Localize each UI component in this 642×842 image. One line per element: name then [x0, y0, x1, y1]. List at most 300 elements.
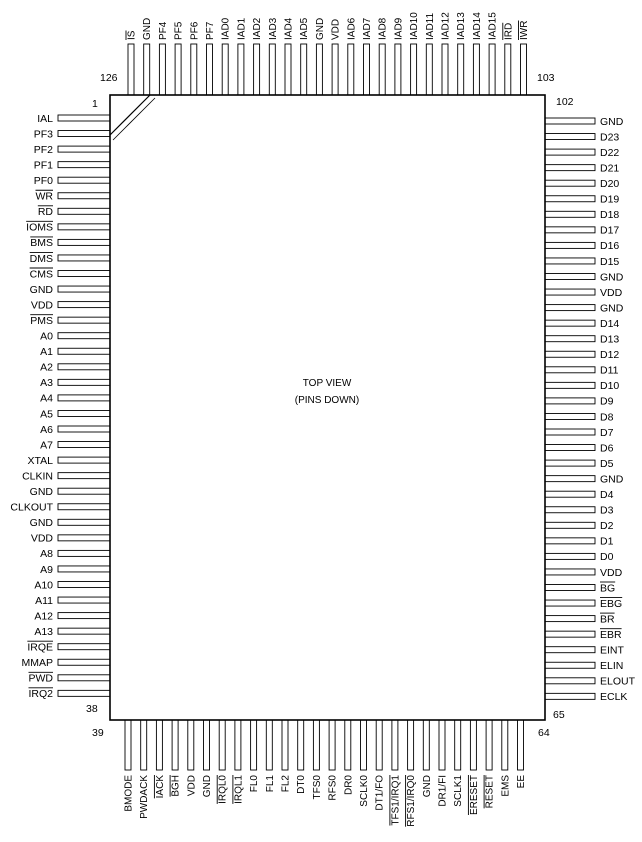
pin-lead	[58, 255, 110, 261]
pin-label: D12	[600, 349, 620, 362]
pin-bottom-dr1-fi	[438, 720, 449, 807]
pin-left-wr	[36, 190, 111, 202]
pin-lead	[251, 720, 257, 770]
pin-lead	[58, 208, 110, 214]
pin-label: PF1	[33, 159, 53, 172]
pin-label: SCLK0	[359, 775, 370, 807]
pin-lead	[364, 44, 370, 95]
pin-label-group	[393, 17, 404, 40]
pin-lead	[545, 631, 595, 637]
pin-label-group	[158, 21, 169, 40]
pin-lead	[58, 690, 110, 696]
pin-label-group	[205, 21, 216, 40]
pin-lead	[254, 44, 260, 95]
pin-lead	[191, 44, 197, 95]
pin-label: CLKIN	[22, 470, 53, 483]
pin-lead	[545, 647, 595, 653]
pin-label-group	[126, 30, 138, 40]
pin-left-vdd	[31, 533, 110, 545]
pin-lead	[58, 457, 110, 463]
pin-lead	[58, 348, 110, 354]
pin-label: IAD6	[346, 17, 358, 40]
pin-lead	[545, 242, 595, 248]
pin-label-group	[268, 17, 279, 40]
pin-top-pf7	[205, 21, 216, 95]
pin-number-left-bottom: 38	[86, 703, 98, 715]
pin-lead	[545, 553, 595, 559]
pin-top-gnd	[315, 18, 326, 95]
pin-label: IAD10	[409, 12, 421, 40]
pin-right-d12	[545, 349, 619, 361]
pin-left-gnd	[30, 517, 110, 529]
pin-lead	[58, 550, 110, 556]
pin-label: GND	[600, 302, 624, 315]
pin-label: D6	[600, 442, 614, 455]
pin-lead	[58, 239, 110, 245]
pin-lead	[58, 146, 110, 152]
pin-label-group	[217, 775, 229, 804]
pin-lead	[128, 44, 134, 95]
pin-label-group	[221, 17, 232, 40]
pin-lead	[502, 720, 508, 770]
pin-label: A8	[40, 548, 53, 561]
pin-label-group	[186, 775, 197, 796]
pin-label: EINT	[600, 644, 624, 657]
pin-left-mmap	[22, 657, 111, 669]
pin-lead	[58, 131, 110, 137]
pin-label: D16	[600, 240, 620, 253]
pin-right-d2	[545, 520, 614, 532]
pin-top-is	[126, 30, 138, 95]
pin-bottom-gnd	[202, 720, 213, 797]
pin-label: GND	[600, 271, 624, 284]
pin-bottom-vdd	[186, 720, 197, 796]
pin-label: BGH	[170, 775, 182, 797]
pin-lead	[395, 44, 401, 95]
pin-label-group	[375, 775, 386, 811]
pin-label: A13	[34, 625, 53, 638]
pin-lead	[235, 720, 241, 770]
pin-label: D3	[600, 504, 614, 517]
pin-lead	[458, 44, 464, 95]
pin-lead	[521, 44, 527, 95]
pin-lead	[58, 613, 110, 619]
pin-label-group	[468, 775, 480, 815]
pin-label: IAD5	[299, 17, 311, 40]
pin-label: EBR	[600, 628, 622, 641]
pin-label: BG	[600, 582, 616, 595]
pin-label: BMS	[30, 237, 53, 250]
pin-lead	[58, 395, 110, 401]
pin-lead	[545, 149, 595, 155]
pin-lead	[545, 398, 595, 404]
pin-lead	[125, 720, 131, 770]
pin-right-elin	[545, 660, 623, 672]
pin-lead	[58, 519, 110, 525]
pin-label: IAD9	[393, 17, 405, 40]
pin-label-group	[359, 775, 370, 807]
pin-label-group	[500, 775, 511, 797]
pin-lead	[423, 720, 429, 770]
pin-label: A7	[40, 439, 53, 452]
pin-lead	[269, 44, 275, 95]
pin-lead	[473, 44, 479, 95]
pin-label-group	[315, 18, 326, 40]
pin-left-a8	[40, 548, 110, 560]
pin-label: VDD	[600, 286, 623, 299]
pin-label: GND	[29, 486, 53, 498]
pin-right-d10	[545, 380, 619, 392]
pin-lead	[58, 426, 110, 432]
pin-label-group	[154, 775, 166, 799]
pin-top-iad5	[299, 17, 310, 95]
pin-label: D2	[600, 520, 614, 533]
pin-label: PF4	[157, 21, 169, 40]
pin-label: IRQE	[27, 641, 53, 654]
pin-top-iad4	[284, 17, 295, 95]
pin-label-group	[174, 21, 185, 40]
pin-lead	[545, 600, 595, 606]
pin-lead	[58, 628, 110, 634]
pin-lead	[470, 720, 476, 770]
pin-lead	[545, 305, 595, 311]
pin-label-group	[142, 18, 153, 40]
pin-bottom-bgh	[170, 720, 182, 797]
pin-lead	[219, 720, 225, 770]
pin-top-iad11	[425, 13, 436, 95]
pin-lead	[442, 44, 448, 95]
pin-lead	[58, 224, 110, 230]
pin-label: DR0	[343, 775, 355, 796]
pin-label: EBG	[600, 597, 623, 610]
pin-bottom-fl2	[281, 720, 292, 792]
pin-lead	[58, 442, 110, 448]
pin-lead	[392, 720, 398, 770]
pin-right-gnd	[545, 116, 624, 128]
pin-label: IAD4	[283, 17, 295, 40]
pin-label: ELIN	[600, 660, 624, 673]
pin-left-a10	[34, 579, 110, 591]
pin-label: VDD	[186, 775, 198, 797]
pin-label: PF2	[33, 143, 53, 156]
pin-left-ioms	[26, 221, 110, 233]
pin-label: IAD8	[377, 17, 389, 40]
pin-right-d13	[545, 334, 619, 346]
pin-label-group	[139, 775, 150, 819]
pin-label: IAD14	[471, 12, 483, 40]
pin-lead	[316, 44, 322, 95]
pin-lead	[58, 582, 110, 588]
pin-right-bg	[545, 582, 615, 594]
pin-number-left-top: 1	[92, 98, 98, 110]
pin-label: PF6	[189, 21, 201, 40]
pin-lead	[58, 302, 110, 308]
pin-lead	[545, 165, 595, 171]
pin-label-group	[236, 17, 247, 40]
pin-label: D5	[600, 457, 614, 470]
pin-label: FL1	[264, 775, 276, 793]
pin-label: VDD	[30, 532, 53, 545]
pin-label-group	[124, 775, 135, 812]
pin-label: RESET	[484, 775, 496, 809]
pin-label: IAL	[37, 112, 53, 125]
pin-label: PF0	[33, 175, 53, 187]
pin-top-ird	[503, 23, 515, 95]
pin-top-iad10	[409, 12, 420, 95]
pin-left-a6	[40, 424, 110, 436]
pin-label-group	[425, 13, 436, 40]
pin-label: D15	[600, 255, 620, 268]
pin-label: GND	[29, 517, 53, 530]
pin-lead	[285, 44, 291, 95]
pin-label-group	[472, 12, 483, 40]
pin-bottom-rfs0	[328, 720, 339, 801]
pin-lead	[313, 720, 319, 770]
pin-label: CLKOUT	[10, 501, 53, 514]
pin-label: IAD15	[487, 12, 499, 40]
pin-right-ebg	[545, 598, 622, 610]
pin-right-gnd	[545, 271, 624, 283]
pin-lead	[426, 44, 432, 95]
pin-lead	[518, 720, 524, 770]
pin-bottom-irql0	[217, 720, 229, 804]
pin-label-group	[265, 775, 276, 793]
pin-lead	[58, 317, 110, 323]
pin-label: GND	[421, 775, 433, 798]
pin-lead	[545, 569, 595, 575]
pin-label: BMODE	[123, 775, 135, 812]
pin-label: A3	[40, 377, 53, 390]
pin-label: IAD11	[424, 12, 436, 40]
pin-bottom-fl1	[265, 720, 276, 792]
pin-lead	[376, 720, 382, 770]
pin-lead	[486, 720, 492, 770]
pin-right-d18	[545, 209, 619, 221]
pin-top-iad9	[393, 17, 404, 95]
pin-lead	[238, 44, 244, 95]
pin-lead	[455, 720, 461, 770]
pin-label: TFS0	[311, 775, 323, 800]
pin-number-top-right: 103	[537, 72, 555, 84]
pin-lead	[545, 585, 595, 591]
pin-lead	[545, 118, 595, 124]
pin-right-d11	[545, 365, 619, 377]
pin-left-pf2	[34, 144, 110, 156]
pin-label-group	[488, 12, 499, 40]
pin-lead	[545, 429, 595, 435]
pin-left-clkout	[10, 502, 110, 514]
pin-left-vdd	[31, 299, 110, 311]
pin-bottom-dt1-fo	[375, 720, 386, 811]
pin-number-right-bottom: 65	[553, 709, 565, 721]
pin-left-a11	[35, 595, 110, 607]
pin-lead	[156, 720, 162, 770]
pin-label-group	[362, 17, 373, 40]
pin-left-a1	[40, 346, 110, 358]
pin-number-bottom-left: 39	[92, 727, 104, 739]
pin-label: D1	[600, 535, 614, 548]
pin-label-group	[281, 775, 292, 793]
pin-lead	[545, 258, 595, 264]
pin-label: A0	[40, 330, 53, 343]
pin-top-iad8	[378, 17, 389, 95]
pin-lead	[159, 44, 165, 95]
pin-label: MMAP	[21, 657, 53, 670]
pin-lead	[505, 44, 511, 95]
pin-label: IAD1	[236, 17, 248, 40]
pin-label-group	[456, 12, 467, 40]
pin-lead	[58, 675, 110, 681]
pin-top-vdd	[331, 19, 342, 95]
pin-lead	[545, 445, 595, 451]
pin-number-bottom-right: 64	[538, 727, 550, 739]
pin-label: D4	[600, 489, 614, 501]
pin-label: D20	[600, 178, 620, 190]
pin-left-rd	[38, 206, 110, 218]
pin-label: EMS	[500, 775, 512, 797]
pin-lead	[545, 693, 595, 699]
pin-right-d5	[545, 458, 614, 470]
pin-label: BR	[600, 613, 615, 626]
pin-label: D17	[600, 224, 620, 237]
pin-top-iad15	[488, 12, 499, 95]
pin-label: VDD	[30, 299, 53, 312]
pin-label: PF7	[205, 21, 216, 40]
pin-top-iad14	[472, 12, 483, 95]
pin-lead	[545, 180, 595, 186]
pin-lead	[301, 44, 307, 95]
pin-label-group	[438, 775, 449, 807]
pin-right-d8	[545, 411, 614, 423]
pin-lead	[175, 44, 181, 95]
pin-label-group	[296, 775, 307, 794]
pin-label: IRQ2	[28, 688, 53, 701]
pin-label-group	[202, 775, 213, 797]
pin-lead	[545, 616, 595, 622]
pin-right-d1	[545, 536, 614, 548]
pin-right-d19	[545, 194, 619, 206]
pin-left-a2	[40, 362, 110, 374]
pin-lead	[58, 162, 110, 168]
pin-lead	[58, 535, 110, 541]
pin-label-group	[343, 775, 354, 795]
pin-lead	[172, 720, 178, 770]
pin-right-eint	[545, 645, 625, 657]
pin-bottom-dt0	[296, 720, 307, 794]
pin-label: A9	[40, 563, 53, 576]
pin-lead	[58, 364, 110, 370]
pin-lead	[58, 488, 110, 494]
pin-top-gnd	[142, 18, 153, 95]
pin-label: EE	[516, 775, 527, 789]
pin-label: DR1/FI	[437, 775, 449, 807]
pin-top-pf4	[158, 21, 169, 95]
pin-lead	[545, 134, 595, 140]
pin-label: D14	[600, 317, 620, 330]
chip-body	[110, 95, 545, 720]
pin-label: IACK	[154, 775, 166, 799]
pin-label: VDD	[330, 18, 342, 40]
pin-label-group	[378, 17, 389, 40]
pin-lead	[545, 382, 595, 388]
pin-bottom-irql1	[233, 720, 245, 804]
pin-top-iad12	[441, 12, 452, 95]
pin-left-a12	[34, 610, 110, 622]
pin-lead	[58, 644, 110, 650]
pin-lead	[545, 320, 595, 326]
pin-lead	[188, 720, 194, 770]
pin-lead	[58, 566, 110, 572]
center-text-line1: TOP VIEW	[302, 378, 352, 389]
pin-left-a4	[40, 393, 110, 405]
pin-lead	[58, 597, 110, 603]
pin-bottom-tfs1-irq1	[390, 720, 402, 826]
pin-top-pf5	[174, 21, 185, 95]
pin-number-top-left: 126	[100, 72, 118, 84]
pin-label: A4	[40, 392, 53, 405]
pin-label: RD	[37, 206, 53, 219]
pin-left-irq2	[28, 688, 110, 700]
pin-label: XTAL	[27, 454, 53, 467]
pin-label: A11	[35, 594, 53, 607]
pin-label: D23	[600, 131, 620, 144]
pin-bottom-fl0	[249, 720, 260, 792]
pin-right-vdd	[545, 287, 623, 299]
pin-lead	[266, 720, 272, 770]
pin-lead	[545, 289, 595, 295]
pin-lead	[361, 720, 367, 770]
pin-label: IRD	[503, 22, 515, 40]
pin-lead	[58, 177, 110, 183]
pin-label-group	[484, 775, 496, 808]
pin-right-d14	[545, 318, 619, 330]
pin-label: GND	[600, 115, 624, 128]
pin-label: IAD0	[220, 17, 232, 40]
pin-label: VDD	[600, 566, 623, 579]
pin-right-d16	[545, 240, 619, 252]
pin-label: PWDACK	[139, 775, 151, 819]
pin-label: PMS	[30, 314, 53, 327]
pin-lead	[489, 44, 495, 95]
pin-label: IAD3	[267, 17, 279, 40]
pin-label: A6	[40, 423, 53, 436]
pin-lead	[545, 522, 595, 528]
pin-right-d6	[545, 442, 614, 454]
pin-lead	[222, 44, 228, 95]
pin-label: RFS1/IRQ0	[406, 775, 418, 827]
pin-label: IAD13	[456, 12, 468, 40]
pin-top-iad6	[346, 17, 357, 95]
pin-label-group	[516, 775, 527, 789]
pin-label: A10	[34, 579, 53, 592]
pin-lead	[545, 678, 595, 684]
pin-label: IRQL0	[217, 775, 229, 804]
pin-right-gnd	[545, 473, 624, 485]
pin-left-xtal	[28, 455, 110, 467]
pin-left-gnd	[30, 284, 110, 296]
pin-label-group	[503, 23, 515, 40]
pin-bottom-sclk1	[453, 720, 464, 807]
pin-bottom-ereset	[468, 720, 480, 815]
pin-right-d15	[545, 256, 619, 268]
pin-lead	[345, 720, 351, 770]
pin-label: GND	[29, 283, 53, 296]
pin-lead	[329, 720, 335, 770]
pin-lead	[408, 720, 414, 770]
pin-label-group	[331, 19, 342, 40]
pin-lead	[332, 44, 338, 95]
pin-lead	[545, 227, 595, 233]
